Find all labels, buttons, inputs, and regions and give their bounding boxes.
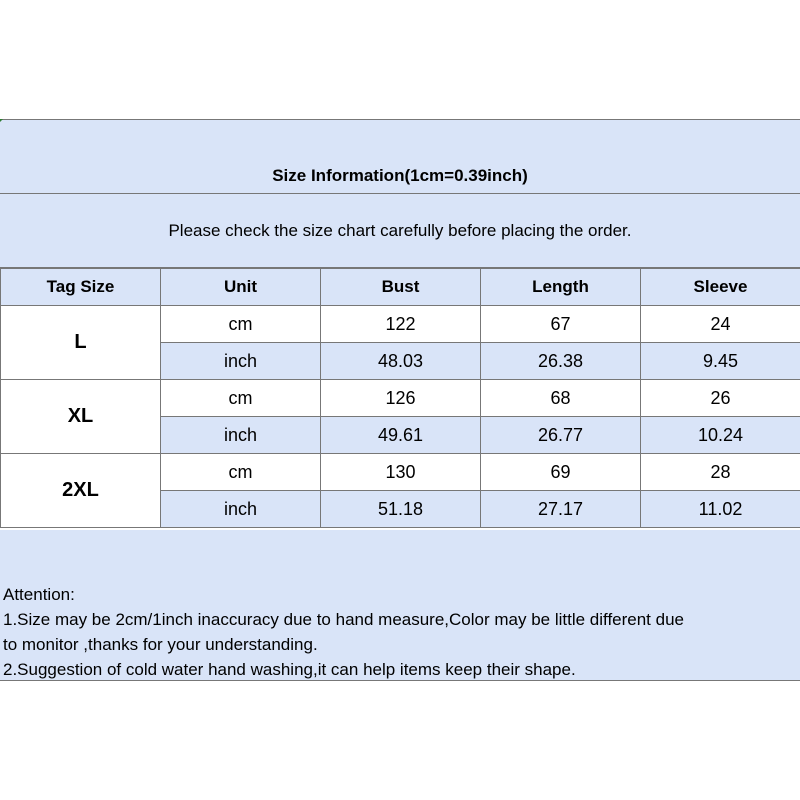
attention-line: 1.Size may be 2cm/1inch inaccuracy due to hand measure,Color may be little different due (3, 610, 684, 629)
header-row (1, 269, 800, 306)
table-row (1, 380, 800, 417)
size-chart (0, 119, 800, 681)
bust-cell: 49.61 (321, 417, 481, 454)
sleeve-cell: 11.02 (641, 491, 800, 528)
unit-cell: inch (161, 343, 321, 380)
unit-cell: inch (161, 417, 321, 454)
chart-title: Size Information(1cm=0.39inch) (272, 166, 528, 185)
unit-cell: cm (161, 380, 321, 417)
length-cell: 26.38 (481, 343, 641, 380)
header-unit: Unit (161, 269, 321, 306)
chart-note: Please check the size chart carefully before placing the order. (168, 220, 632, 240)
header-sleeve: Sleeve (641, 269, 800, 306)
sleeve-cell: 28 (641, 454, 800, 491)
length-cell: 67 (481, 306, 641, 343)
bust-cell: 48.03 (321, 343, 481, 380)
bust-cell: 51.18 (321, 491, 481, 528)
header-tag-size: Tag Size (1, 269, 161, 306)
size-tag-2xl: 2XL (1, 454, 161, 528)
unit-cell: inch (161, 491, 321, 528)
length-cell: 26.77 (481, 417, 641, 454)
size-table (0, 268, 800, 528)
corner-marker (0, 119, 3, 122)
sleeve-cell: 24 (641, 306, 800, 343)
attention-line: to monitor ,thanks for your understanding. (3, 635, 318, 654)
attention-block (0, 530, 800, 681)
size-tag-xl: XL (1, 380, 161, 454)
sleeve-cell: 26 (641, 380, 800, 417)
length-cell: 68 (481, 380, 641, 417)
header-bust: Bust (321, 269, 481, 306)
sleeve-cell: 10.24 (641, 417, 800, 454)
sleeve-cell: 9.45 (641, 343, 800, 380)
table-row (1, 454, 800, 491)
unit-cell: cm (161, 306, 321, 343)
attention-line: 2.Suggestion of cold water hand washing,it can help items keep their shape. (3, 660, 576, 679)
table-row (1, 306, 800, 343)
length-cell: 69 (481, 454, 641, 491)
attention-heading: Attention: (3, 585, 75, 604)
header-length: Length (481, 269, 641, 306)
bust-cell: 122 (321, 306, 481, 343)
length-cell: 27.17 (481, 491, 641, 528)
chart-note-row (0, 194, 800, 268)
bust-cell: 130 (321, 454, 481, 491)
size-tag-l: L (1, 306, 161, 380)
chart-title-row (0, 119, 800, 194)
bust-cell: 126 (321, 380, 481, 417)
unit-cell: cm (161, 454, 321, 491)
